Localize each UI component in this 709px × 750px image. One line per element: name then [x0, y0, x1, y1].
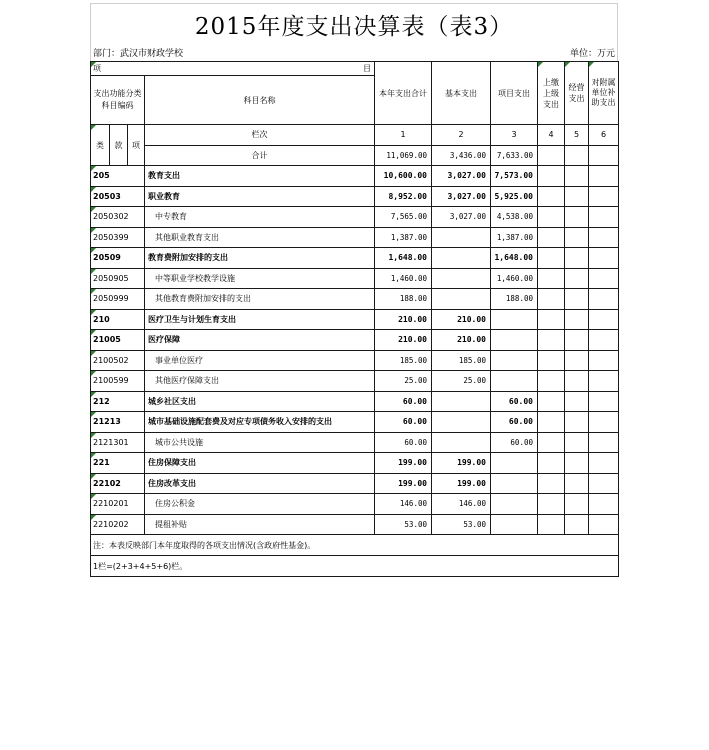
row-project: 60.00 [491, 412, 538, 433]
row-upper [538, 514, 565, 535]
row-basic [432, 412, 491, 433]
row-basic: 199.00 [432, 453, 491, 474]
table-row [91, 453, 619, 474]
row-total: 25.00 [375, 371, 432, 392]
row-basic: 199.00 [432, 473, 491, 494]
row-name: 医疗卫生与计划生育支出 [145, 309, 375, 330]
row-code: 21213 [91, 412, 145, 433]
header-col-operate-text: 经营支出 [568, 83, 585, 103]
row-basic: 3,027.00 [432, 166, 491, 187]
row-basic: 210.00 [432, 330, 491, 351]
page-title: 2015年度支出决算表（表3） [194, 13, 514, 40]
row-operate [565, 207, 589, 228]
total-label: 合计 [145, 145, 375, 166]
row-project [491, 453, 538, 474]
header-col-subsidy [589, 62, 619, 125]
row-operate [565, 330, 589, 351]
row-name: 中等职业学校教学设施 [145, 268, 375, 289]
footnote-2: 1栏=(2+3+4+5+6)栏。 [91, 556, 619, 577]
header-mu-top: 目 [363, 64, 371, 73]
row-upper [538, 268, 565, 289]
table-row [91, 268, 619, 289]
row-upper [538, 166, 565, 187]
row-total: 10,600.00 [375, 166, 432, 187]
row-total: 1,387.00 [375, 227, 432, 248]
row-operate [565, 412, 589, 433]
row-name: 中专教育 [145, 207, 375, 228]
row-total: 60.00 [375, 391, 432, 412]
row-operate [565, 371, 589, 392]
row-total: 210.00 [375, 330, 432, 351]
table-row [91, 207, 619, 228]
header-code-label [91, 76, 145, 125]
row-basic [432, 289, 491, 310]
row-upper [538, 227, 565, 248]
title-bar [90, 3, 618, 44]
table-row [91, 371, 619, 392]
row-operate [565, 432, 589, 453]
total-project: 7,633.00 [491, 145, 538, 166]
table-row [91, 391, 619, 412]
row-upper [538, 330, 565, 351]
table-row [91, 473, 619, 494]
row-name: 教育支出 [145, 166, 375, 187]
header-lei: 类 [91, 125, 110, 166]
table-row [91, 412, 619, 433]
row-code: 20509 [91, 248, 145, 269]
col-number-6: 6 [589, 125, 619, 146]
row-project [491, 473, 538, 494]
row-basic [432, 227, 491, 248]
header-name-label: 科目名称 [145, 76, 375, 125]
col-number-2: 2 [432, 125, 491, 146]
row-subsidy [589, 207, 619, 228]
row-operate [565, 289, 589, 310]
row-subsidy [589, 494, 619, 515]
row-code: 2121301 [91, 432, 145, 453]
total-subsidy [589, 145, 619, 166]
header-col-subsidy-text: 对附属单位补助支出 [591, 78, 616, 107]
row-operate [565, 248, 589, 269]
row-code: 2100502 [91, 350, 145, 371]
row-code: 2050302 [91, 207, 145, 228]
row-basic: 53.00 [432, 514, 491, 535]
row-project: 4,538.00 [491, 207, 538, 228]
row-operate [565, 473, 589, 494]
row-code: 212 [91, 391, 145, 412]
row-upper [538, 309, 565, 330]
row-code: 2100599 [91, 371, 145, 392]
table-row [91, 186, 619, 207]
col-number-4: 4 [538, 125, 565, 146]
col-number-1: 1 [375, 125, 432, 146]
row-name: 其他职业教育支出 [145, 227, 375, 248]
row-name: 城乡社区支出 [145, 391, 375, 412]
row-operate [565, 514, 589, 535]
row-total: 60.00 [375, 432, 432, 453]
table-row [91, 494, 619, 515]
row-upper [538, 289, 565, 310]
row-operate [565, 166, 589, 187]
expenditure-table [90, 61, 619, 577]
header-xiang-top: 项 [93, 64, 101, 73]
row-code: 22102 [91, 473, 145, 494]
row-subsidy [589, 166, 619, 187]
row-code: 2050399 [91, 227, 145, 248]
header-col-total: 本年支出合计 [375, 62, 432, 125]
col-number-3: 3 [491, 125, 538, 146]
row-project: 60.00 [491, 432, 538, 453]
row-total: 1,460.00 [375, 268, 432, 289]
row-subsidy [589, 350, 619, 371]
row-name: 职业教育 [145, 186, 375, 207]
row-total: 199.00 [375, 453, 432, 474]
row-operate [565, 453, 589, 474]
row-name: 其他教育费附加安排的支出 [145, 289, 375, 310]
row-code: 221 [91, 453, 145, 474]
table-row [91, 227, 619, 248]
row-subsidy [589, 514, 619, 535]
department-label: 部门：武汉市财政学校 [93, 49, 184, 59]
row-code: 2210201 [91, 494, 145, 515]
row-project: 5,925.00 [491, 186, 538, 207]
row-basic: 146.00 [432, 494, 491, 515]
row-basic: 210.00 [432, 309, 491, 330]
row-name: 医疗保障 [145, 330, 375, 351]
row-basic [432, 432, 491, 453]
row-code: 2210202 [91, 514, 145, 535]
row-name: 事业单位医疗 [145, 350, 375, 371]
row-subsidy [589, 330, 619, 351]
table-row [91, 289, 619, 310]
table-row [91, 248, 619, 269]
row-total: 146.00 [375, 494, 432, 515]
row-basic: 3,027.00 [432, 186, 491, 207]
row-project [491, 494, 538, 515]
row-total: 53.00 [375, 514, 432, 535]
row-subsidy [589, 227, 619, 248]
table-row [91, 350, 619, 371]
row-project: 7,573.00 [491, 166, 538, 187]
row-project: 188.00 [491, 289, 538, 310]
row-code: 2050999 [91, 289, 145, 310]
row-subsidy [589, 453, 619, 474]
row-upper [538, 207, 565, 228]
row-name: 住房公积金 [145, 494, 375, 515]
header-lanci: 栏次 [145, 125, 375, 146]
row-upper [538, 473, 565, 494]
header-col-project: 项目支出 [491, 62, 538, 125]
row-name: 住房改革支出 [145, 473, 375, 494]
header-col-basic: 基本支出 [432, 62, 491, 125]
row-operate [565, 494, 589, 515]
row-upper [538, 350, 565, 371]
row-project [491, 371, 538, 392]
row-project: 1,648.00 [491, 248, 538, 269]
row-code: 21005 [91, 330, 145, 351]
row-project [491, 309, 538, 330]
total-operate [565, 145, 589, 166]
row-operate [565, 227, 589, 248]
row-project: 1,387.00 [491, 227, 538, 248]
total-upper [538, 145, 565, 166]
table-row [91, 309, 619, 330]
row-total: 60.00 [375, 412, 432, 433]
row-project: 60.00 [491, 391, 538, 412]
row-subsidy [589, 248, 619, 269]
header-xiang: 项 [128, 125, 145, 166]
row-project [491, 514, 538, 535]
row-subsidy [589, 412, 619, 433]
row-basic [432, 391, 491, 412]
col-number-5: 5 [565, 125, 589, 146]
row-upper [538, 391, 565, 412]
row-name: 城市基础设施配套费及对应专项债务收入安排的支出 [145, 412, 375, 433]
row-code: 20503 [91, 186, 145, 207]
row-total: 185.00 [375, 350, 432, 371]
table-body [91, 166, 619, 535]
row-name: 住房保障支出 [145, 453, 375, 474]
row-upper [538, 453, 565, 474]
row-operate [565, 350, 589, 371]
row-basic: 25.00 [432, 371, 491, 392]
meta-row [90, 44, 618, 61]
row-basic [432, 268, 491, 289]
table-row [91, 166, 619, 187]
row-total: 7,565.00 [375, 207, 432, 228]
row-project: 1,460.00 [491, 268, 538, 289]
row-operate [565, 309, 589, 330]
row-subsidy [589, 432, 619, 453]
row-name: 教育费附加安排的支出 [145, 248, 375, 269]
row-basic: 3,027.00 [432, 207, 491, 228]
header-xiang-mu-cell [91, 62, 375, 76]
table-row [91, 330, 619, 351]
row-subsidy [589, 391, 619, 412]
row-name: 城市公共设施 [145, 432, 375, 453]
row-name: 提租补贴 [145, 514, 375, 535]
row-basic: 185.00 [432, 350, 491, 371]
row-name: 其他医疗保障支出 [145, 371, 375, 392]
budget-sheet [90, 3, 618, 577]
row-operate [565, 268, 589, 289]
row-total: 210.00 [375, 309, 432, 330]
header-kuan: 款 [110, 125, 128, 166]
row-total: 1,648.00 [375, 248, 432, 269]
table-row [91, 514, 619, 535]
row-code: 210 [91, 309, 145, 330]
row-subsidy [589, 289, 619, 310]
row-total: 199.00 [375, 473, 432, 494]
row-total: 8,952.00 [375, 186, 432, 207]
row-upper [538, 186, 565, 207]
header-col-upper [538, 62, 565, 125]
row-code: 2050905 [91, 268, 145, 289]
row-subsidy [589, 309, 619, 330]
unit-label: 单位：万元 [569, 49, 615, 59]
row-subsidy [589, 268, 619, 289]
row-basic [432, 248, 491, 269]
total-sum: 11,069.00 [375, 145, 432, 166]
row-total: 188.00 [375, 289, 432, 310]
row-upper [538, 371, 565, 392]
row-subsidy [589, 186, 619, 207]
table-row [91, 432, 619, 453]
footnote-1: 注：本表反映部门本年度取得的各项支出情况(含政府性基金)。 [91, 535, 619, 556]
row-upper [538, 432, 565, 453]
header-code-label-text: 支出功能分类科目编码 [93, 89, 142, 110]
total-basic: 3,436.00 [432, 145, 491, 166]
row-operate [565, 391, 589, 412]
row-upper [538, 494, 565, 515]
row-subsidy [589, 371, 619, 392]
row-operate [565, 186, 589, 207]
header-col-operate [565, 62, 589, 125]
row-code: 205 [91, 166, 145, 187]
row-upper [538, 412, 565, 433]
row-subsidy [589, 473, 619, 494]
row-upper [538, 248, 565, 269]
row-project [491, 330, 538, 351]
row-project [491, 350, 538, 371]
header-col-upper-text: 上缴上级支出 [543, 77, 559, 109]
